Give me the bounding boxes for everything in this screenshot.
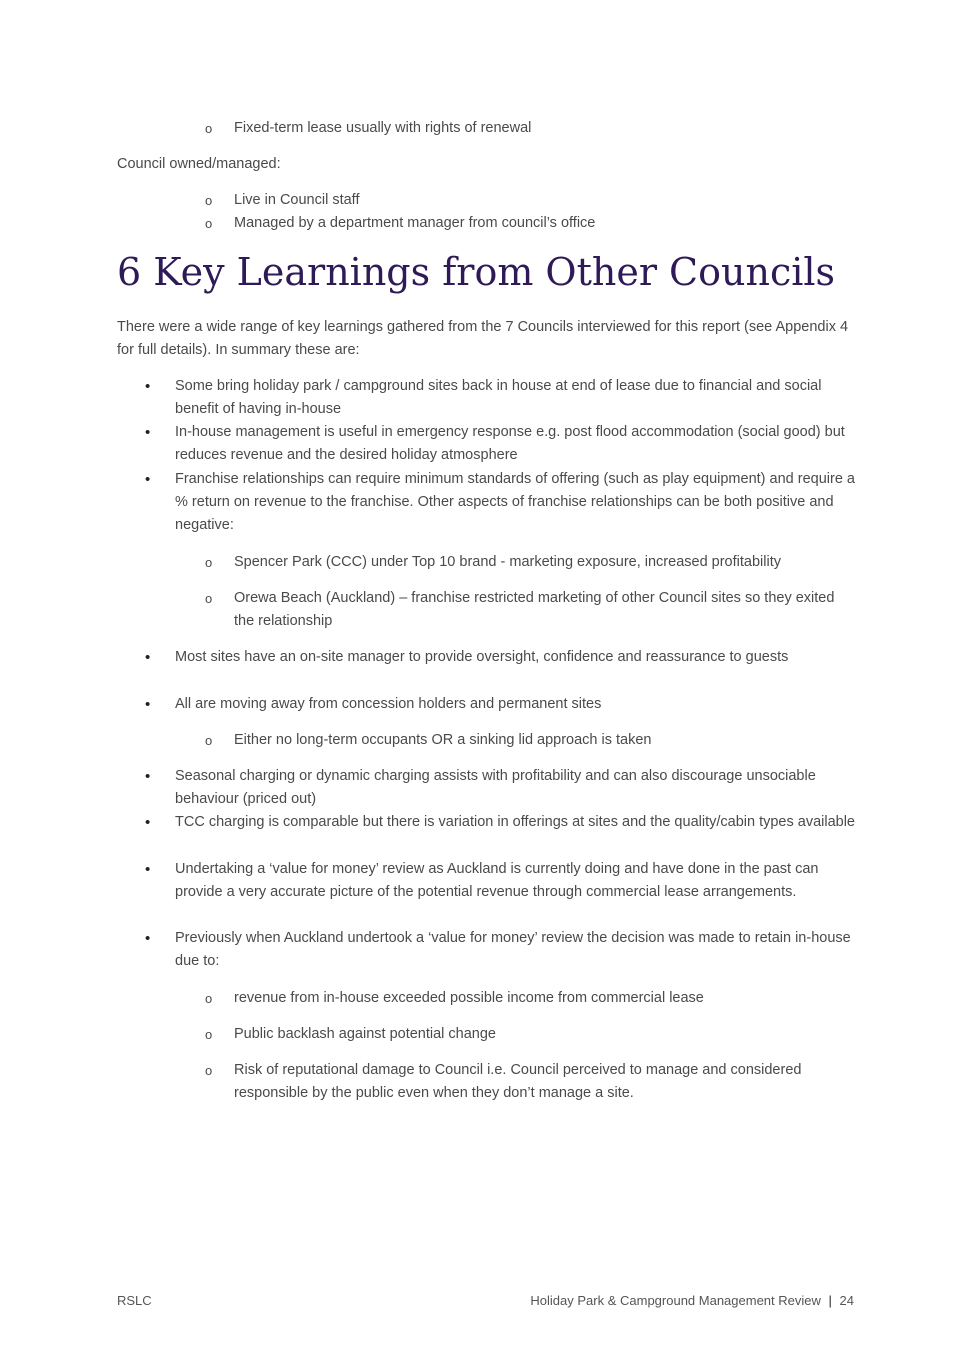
sub-bullet-marker: o bbox=[205, 991, 213, 1006]
footer-separator: | bbox=[828, 1293, 832, 1308]
bullet-item bbox=[145, 765, 855, 811]
bullet-text: Seasonal charging or dynamic charging assists with profitability and can also discourage unsociable behaviour (priced out) bbox=[175, 768, 816, 807]
list-item bbox=[205, 212, 855, 235]
section-heading: 6 Key Learnings from Other Councils bbox=[117, 250, 836, 294]
bullet-marker: • bbox=[145, 768, 151, 785]
sub-bullet-marker: o bbox=[205, 555, 213, 570]
bullet-text: All are moving away from concession holders and permanent sites bbox=[175, 696, 602, 712]
sub-bullet-marker: o bbox=[205, 121, 213, 136]
list-item bbox=[205, 117, 855, 140]
bullet-marker: • bbox=[145, 696, 151, 713]
list-item bbox=[205, 1023, 855, 1046]
footer-right bbox=[530, 1293, 854, 1308]
list-item bbox=[205, 729, 855, 752]
bullet-text: Previously when Auckland undertook a ‘value for money’ review the decision was made to retain in-house due to: bbox=[175, 930, 851, 969]
list-item-text: Either no long-term occupants OR a sinking lid approach is taken bbox=[234, 732, 652, 748]
sub-bullet-marker: o bbox=[205, 216, 213, 231]
bullet-item bbox=[145, 927, 855, 973]
bullet-item bbox=[145, 858, 855, 904]
footer-org: RSLC bbox=[117, 1293, 152, 1308]
sub-bullet-marker: o bbox=[205, 733, 213, 748]
footer-doc-title: Holiday Park & Campground Management Review bbox=[530, 1293, 821, 1308]
bullet-marker: • bbox=[145, 378, 151, 395]
page-number: 24 bbox=[839, 1293, 854, 1308]
council-label: Council owned/managed: bbox=[117, 156, 281, 172]
list-item-text: revenue from in-house exceeded possible income from commercial lease bbox=[234, 990, 704, 1006]
bullet-text: Most sites have an on-site manager to provide oversight, confidence and reassurance to guests bbox=[175, 649, 789, 665]
sub-bullet-marker: o bbox=[205, 591, 213, 606]
bullet-item bbox=[145, 468, 855, 537]
list-item bbox=[205, 1059, 855, 1105]
bullet-item bbox=[145, 646, 855, 669]
sub-bullet-marker: o bbox=[205, 1027, 213, 1042]
list-item bbox=[205, 587, 855, 633]
bullet-text: Some bring holiday park / campground sites back in house at end of lease due to financial and social benefit of having in-house bbox=[175, 378, 822, 417]
bullet-item bbox=[145, 811, 855, 834]
bullet-marker: • bbox=[145, 424, 151, 441]
list-item bbox=[205, 987, 855, 1010]
section-intro: There were a wide range of key learnings gathered from the 7 Councils interviewed for this report (see Appendix 4 for full details). In summary these are: bbox=[117, 319, 849, 358]
list-item-text: Orewa Beach (Auckland) – franchise restricted marketing of other Council sites so they exited the relationship bbox=[234, 590, 835, 629]
bullet-item bbox=[145, 375, 855, 421]
list-item-text: Live in Council staff bbox=[234, 192, 360, 208]
list-item-text: Fixed-term lease usually with rights of renewal bbox=[234, 120, 532, 136]
list-item bbox=[205, 551, 855, 574]
sub-bullet-marker: o bbox=[205, 193, 213, 208]
bullet-marker: • bbox=[145, 649, 151, 666]
list-item bbox=[205, 189, 855, 212]
list-item-text: Public backlash against potential change bbox=[234, 1026, 496, 1042]
bullet-text: TCC charging is comparable but there is variation in offerings at sites and the quality/cabin types available bbox=[175, 814, 855, 830]
bullet-item bbox=[145, 421, 855, 467]
bullet-text: In-house management is useful in emergency response e.g. post flood accommodation (social good) but reduces revenue and the desired holiday atmosphere bbox=[175, 424, 845, 463]
list-item-text: Spencer Park (CCC) under Top 10 brand - marketing exposure, increased profitability bbox=[234, 554, 781, 570]
bullet-marker: • bbox=[145, 814, 151, 831]
bullet-marker: • bbox=[145, 471, 151, 488]
bullet-item bbox=[145, 693, 855, 716]
bullet-text: Franchise relationships can require minimum standards of offering (such as play equipment) and require a % return on revenue to the franchise. Other aspects of franchise relationships can be both positive and negative: bbox=[175, 471, 855, 533]
bullet-marker: • bbox=[145, 861, 151, 878]
bullet-marker: • bbox=[145, 930, 151, 947]
bullet-text: Undertaking a ‘value for money’ review as Auckland is currently doing and have done in the past can provide a very accurate picture of the potential revenue through commercial lease arrangements. bbox=[175, 861, 819, 900]
list-item-text: Risk of reputational damage to Council i.e. Council perceived to manage and considered responsible by the public even when they don’t manage a site. bbox=[234, 1062, 802, 1101]
list-item-text: Managed by a department manager from council’s office bbox=[234, 215, 596, 231]
sub-bullet-marker: o bbox=[205, 1063, 213, 1078]
